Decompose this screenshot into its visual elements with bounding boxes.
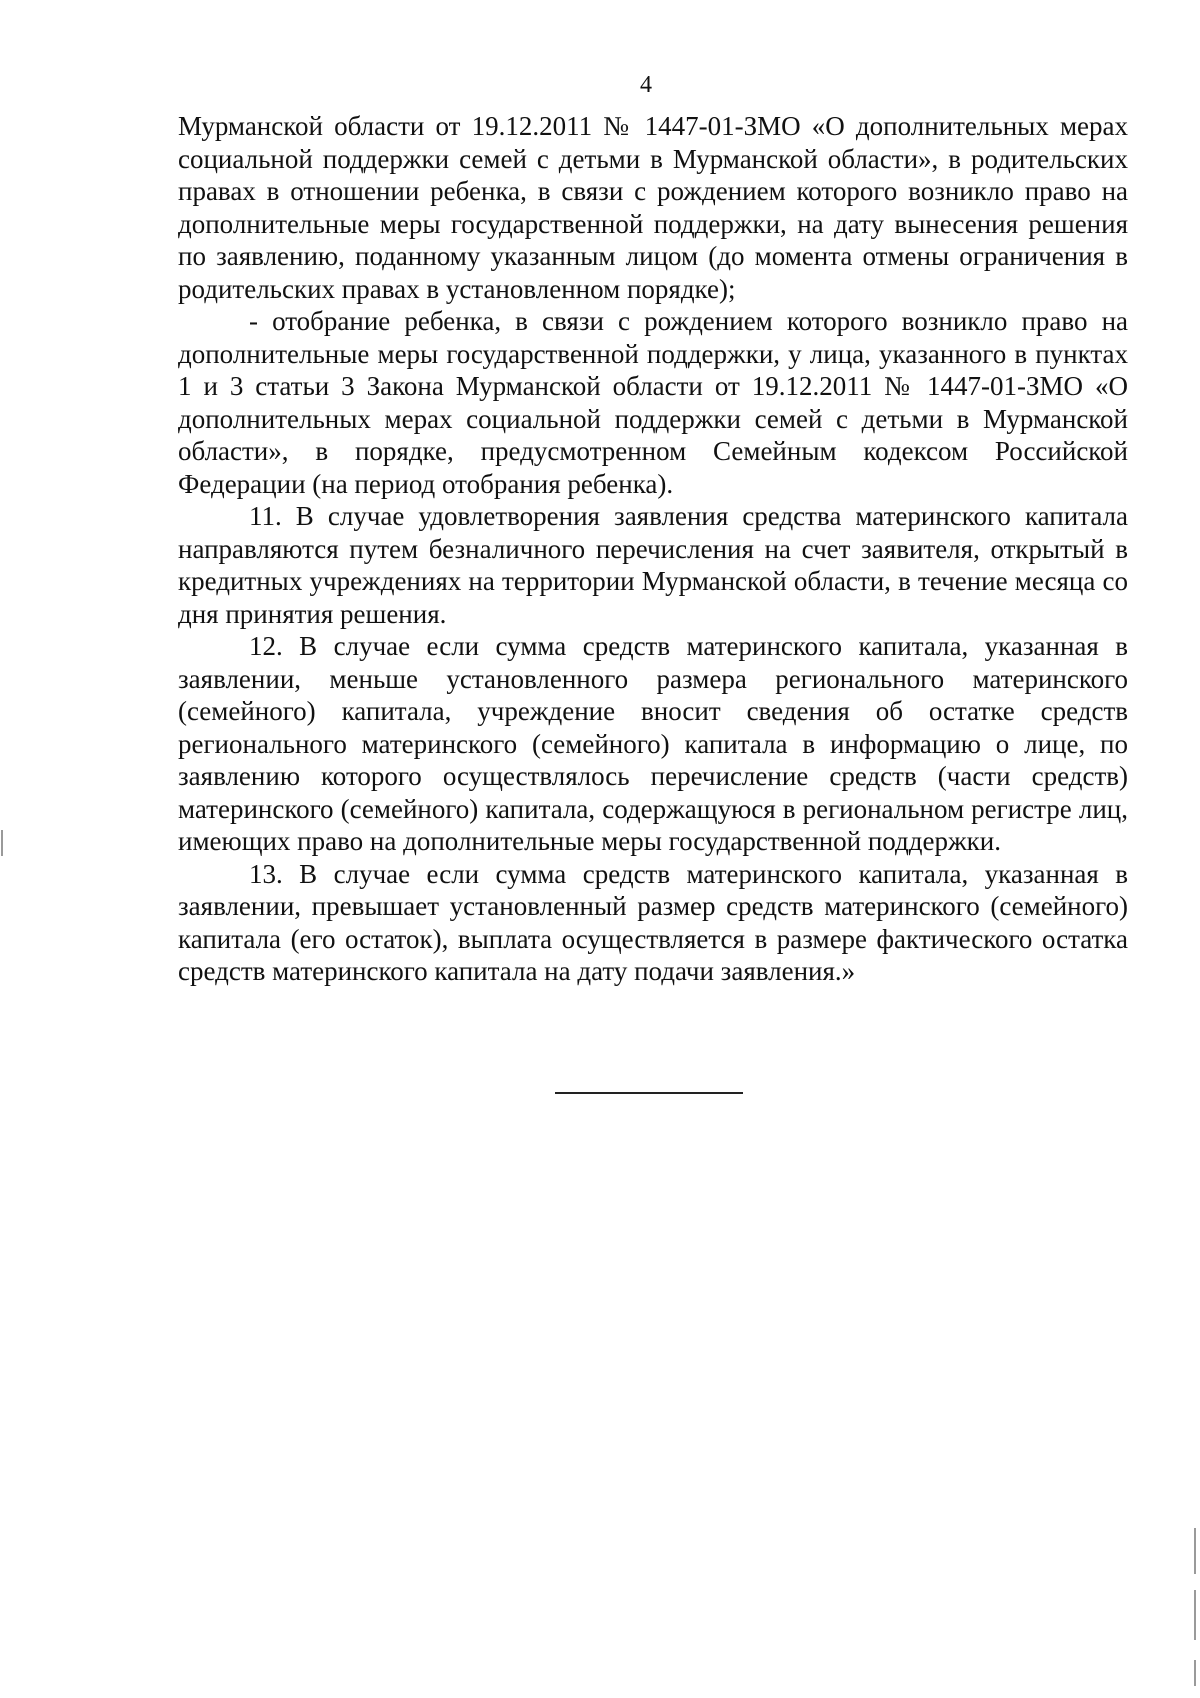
- scan-edge-mark: [1194, 1528, 1196, 1574]
- page-number: 4: [640, 72, 652, 98]
- document-body: [178, 110, 1128, 988]
- paragraph-item-13: 13. В случае если сумма средств материнского капитала, указанная в заявлении, превышает установленный размер средств материнского (семейного) капитала (его остаток), выплата осуществляется в размере фактического остатка средств материнского капитала на дату подачи заявления.»: [178, 858, 1128, 986]
- scan-edge-mark: [1194, 1660, 1196, 1686]
- scan-edge-mark: [1194, 1590, 1196, 1640]
- paragraph-continuation: Мурманской области от 19.12.2011 № 1447-01-ЗМО «О дополнительных мерах социальной поддержки семей с детьми в Мурманской области», в родительских правах в отношении ребенка, в связи с рождением которого возникло право на дополнительные меры государственной поддержки, на дату вынесения решения по заявлению, поданному указанным лицом (до момента отмены ограничения в родительских правах в установленном порядке);: [178, 111, 1128, 304]
- paragraph-item-12: 12. В случае если сумма средств материнского капитала, указанная в заявлении, меньше установленного размера регионального материнского (семейного) капитала, учреждение вносит сведения об остатке средств регионального материнского (семейного) капитала в информацию о лице, по заявлению которого осуществлялось перечисление средств (части средств) материнского (семейного) капитала, содержащуюся в региональном регистре лиц, имеющих право на дополнительные меры государственной поддержки.: [178, 631, 1128, 856]
- scan-edge-mark: [1, 830, 3, 856]
- paragraph-item-11: 11. В случае удовлетворения заявления средства материнского капитала направляются путем безналичного перечисления на счет заявителя, открытый в кредитных учреждениях на территории Мурманской области, в течение месяца со дня принятия решения.: [178, 501, 1128, 629]
- end-of-text-rule: [555, 1092, 743, 1094]
- paragraph-child-removal: - отобрание ребенка, в связи с рождением которого возникло право на дополнительные меры государственной поддержки, у лица, указанного в пунктах 1 и 3 статьи 3 Закона Мурманской области от 19.12.2011 № 1447-01-ЗМО «О дополнительных мерах социальной поддержки семей с детьми в Мурманской области», в порядке, предусмотренном Семейным кодексом Российской Федерации (на период отобрания ребенка).: [178, 306, 1128, 499]
